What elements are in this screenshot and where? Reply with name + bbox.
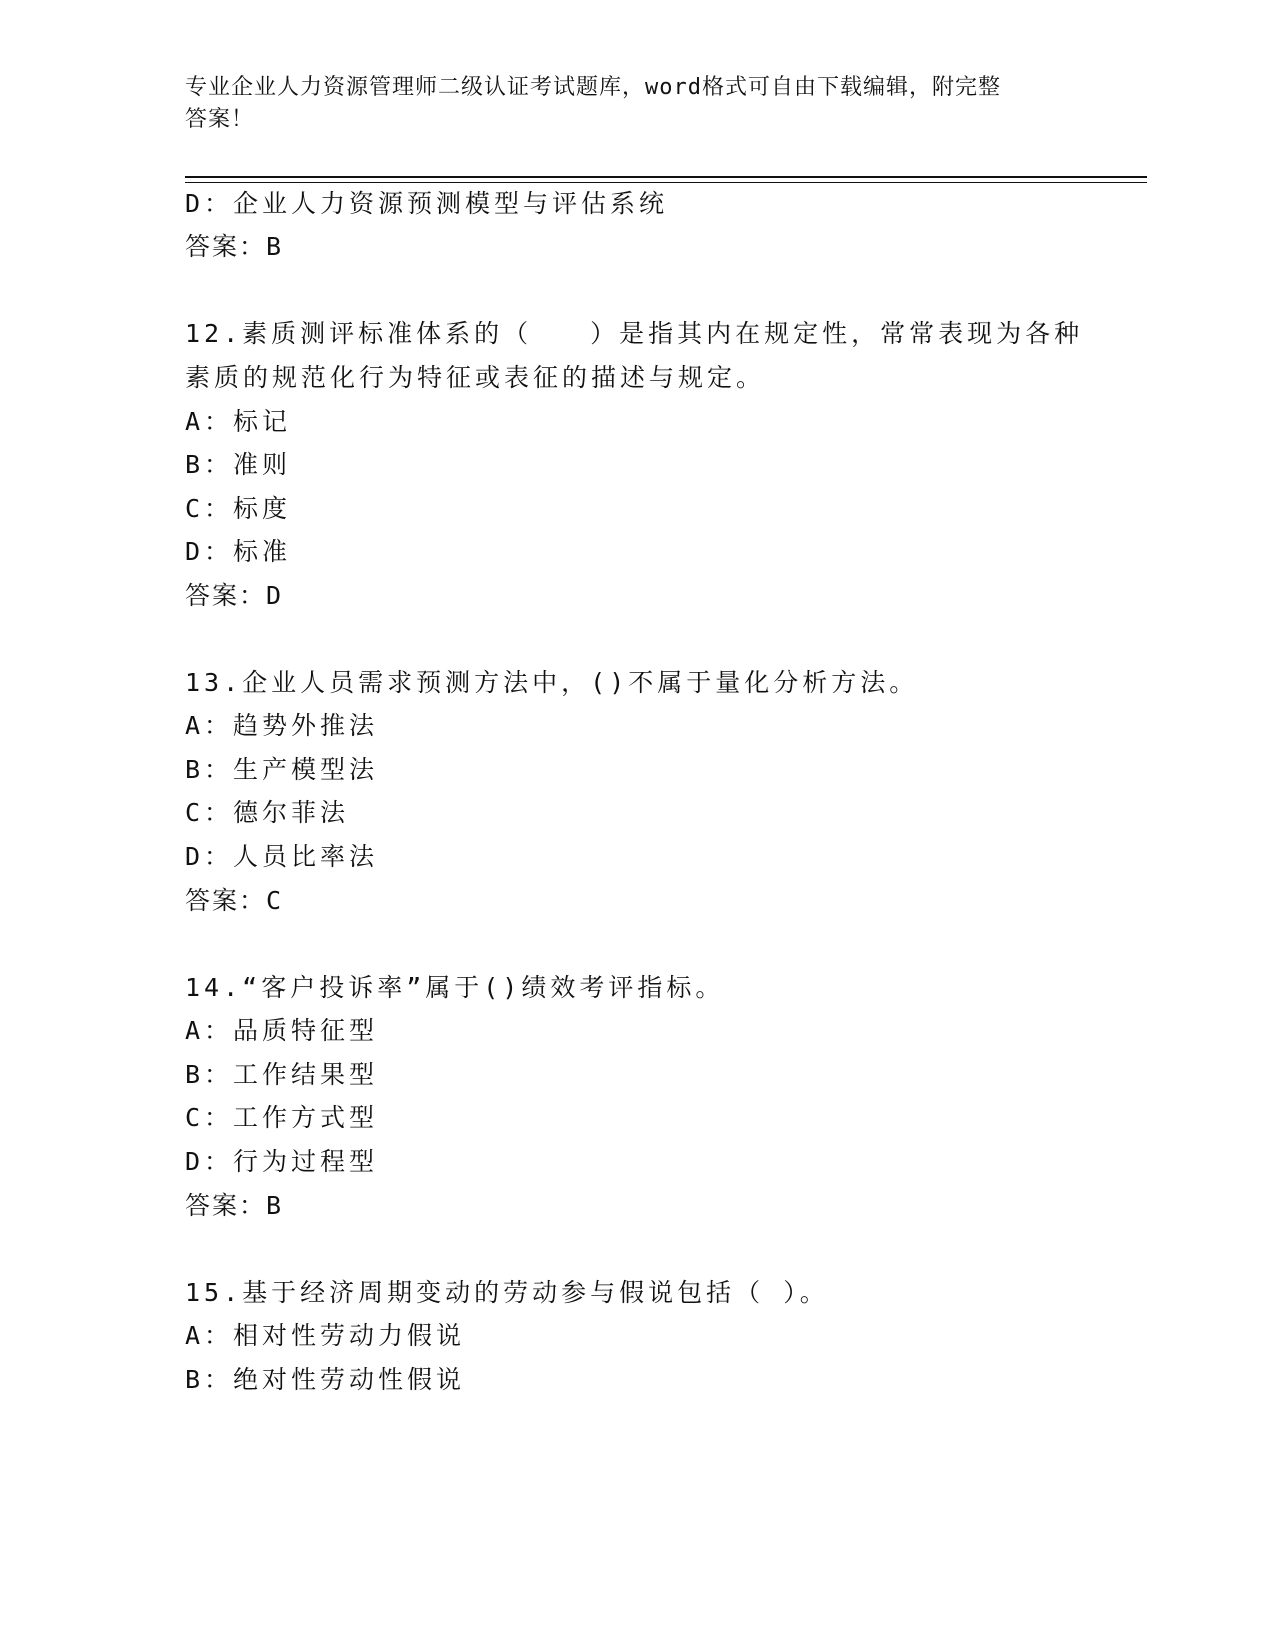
question-12-option-b: B：准则 [185, 450, 292, 479]
question-12-answer: 答案：D [185, 581, 284, 610]
question-13-option-b: B：生产模型法 [185, 755, 379, 784]
question-12-stem-line-1: 12.素质测评标准体系的（ ）是指其内在规定性，常常表现为各种 [185, 319, 1084, 348]
question-15-option-b: B：绝对性劳动性假说 [185, 1365, 466, 1394]
question-15-stem: 15.基于经济周期变动的劳动参与假说包括（ ）。 [185, 1278, 829, 1307]
question-13-option-a: A：趋势外推法 [185, 711, 379, 740]
question-14-option-c: C：工作方式型 [185, 1103, 379, 1132]
question-14-stem: 14.“客户投诉率”属于()绩效考评指标。 [185, 973, 725, 1002]
question-12-option-c: C：标度 [185, 494, 292, 523]
question-12-option-d: D：标准 [185, 537, 292, 566]
header-rule-thick [185, 176, 1147, 178]
question-12-stem-line-2: 素质的规范化行为特征或表征的描述与规定。 [185, 363, 766, 392]
question-13-answer: 答案：C [185, 886, 284, 915]
question-14-option-d: D：行为过程型 [185, 1147, 379, 1176]
question-13-option-d: D：人员比率法 [185, 842, 379, 871]
question-12-option-a: A：标记 [185, 407, 292, 436]
prev-question-option-d: D：企业人力资源预测模型与评估系统 [185, 189, 669, 218]
question-13-stem: 13.企业人员需求预测方法中，()不属于量化分析方法。 [185, 668, 919, 697]
question-14-option-a: A：品质特征型 [185, 1016, 379, 1045]
question-15-option-a: A：相对性劳动力假说 [185, 1321, 466, 1350]
document-header [185, 72, 1065, 136]
question-14-option-b: B：工作结果型 [185, 1060, 379, 1089]
header-line-1: 专业企业人力资源管理师二级认证考试题库，word格式可自由下载编辑，附完整 [185, 75, 1001, 100]
header-line-2: 答案！ [185, 107, 255, 132]
question-14-answer: 答案：B [185, 1191, 284, 1220]
prev-question-answer: 答案：B [185, 232, 284, 261]
question-13-option-c: C：德尔菲法 [185, 798, 350, 827]
header-rule-thin [185, 182, 1147, 183]
